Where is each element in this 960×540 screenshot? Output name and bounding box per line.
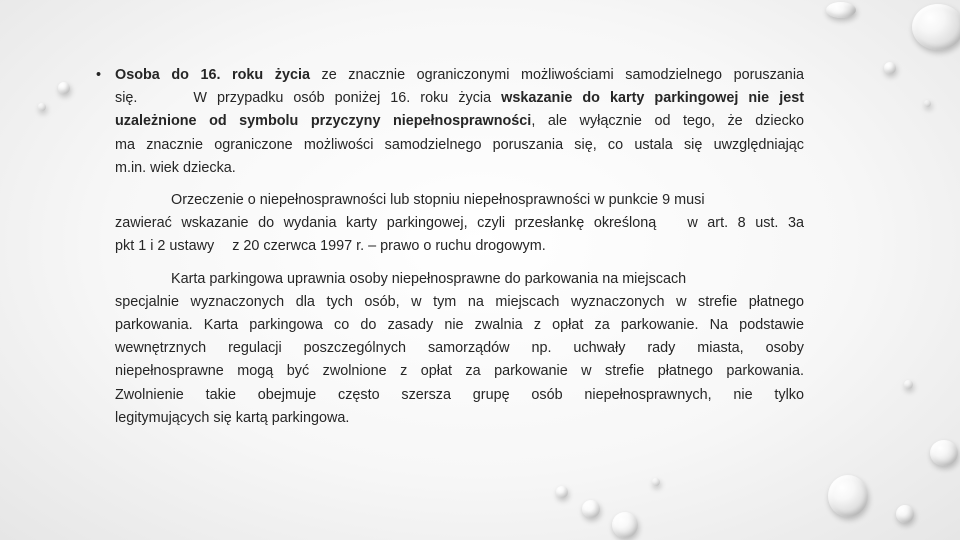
text-line bbox=[115, 189, 804, 212]
text-span: Karta parkingowa uprawnia osoby niepełnosprawne do parkowania na miejscach bbox=[171, 270, 687, 287]
paragraph bbox=[96, 189, 804, 259]
text-line bbox=[115, 64, 804, 87]
bold-text: Osoba do 16. roku życia bbox=[115, 67, 310, 83]
water-droplet-decoration bbox=[924, 100, 931, 107]
text-span: pkt 1 i 2 ustawy bbox=[115, 238, 215, 255]
water-droplet-decoration bbox=[912, 4, 960, 50]
bullet-paragraph bbox=[96, 64, 804, 180]
water-droplet-decoration bbox=[930, 440, 958, 466]
text-span: , ale wyłącznie od tego, że dziecko bbox=[531, 113, 804, 130]
bold-text: uzależnione od symbolu przyczyny niepełnosprawności bbox=[115, 113, 532, 130]
water-droplet-decoration bbox=[884, 62, 896, 74]
paragraph bbox=[96, 268, 804, 430]
text-line: parkowania. Karta parkingowa co do zasady nie zwalnia z opłat za parkowanie. Na podstawie bbox=[115, 317, 804, 334]
bullet-marker: • bbox=[96, 67, 102, 83]
text-line bbox=[115, 110, 804, 133]
text-line: m.in. wiek dziecka. bbox=[115, 159, 236, 176]
text-line bbox=[115, 235, 804, 258]
text-line bbox=[115, 212, 804, 235]
text-line: ma znacznie ograniczone możliwości samodzielnego poruszania się, co ustala się uwzględniając bbox=[115, 136, 804, 153]
text-line: niepełnosprawne mogą być zwolnione z opłat za parkowanie w strefie płatnego parkowania. bbox=[115, 363, 804, 380]
water-droplet-decoration bbox=[826, 2, 856, 18]
text-line: Zwolnienie takie obejmuje często szersza grupę osób niepełnosprawnych, nie tylko bbox=[115, 386, 804, 403]
text-span: w art. 8 ust. 3a bbox=[687, 215, 804, 232]
water-droplet-decoration bbox=[58, 82, 70, 94]
text-line bbox=[115, 87, 804, 110]
water-droplet-decoration bbox=[556, 486, 568, 498]
slide-body bbox=[96, 64, 804, 430]
water-droplet-decoration bbox=[904, 380, 913, 389]
text-line: specjalnie wyznaczonych dla tych osób, w tym na miejscach wyznaczonych w strefie płatnego bbox=[115, 293, 804, 310]
water-droplet-decoration bbox=[828, 475, 868, 517]
water-droplet-decoration bbox=[896, 505, 914, 523]
text-line: wewnętrznych regulacji poszczególnych samorządów np. uchwały rady miasta, osoby bbox=[115, 340, 804, 357]
text-span: W przypadku osób poniżej 16. roku życia bbox=[193, 90, 492, 107]
bold-text: wskazanie do karty parkingowej nie jest bbox=[501, 90, 804, 107]
water-droplet-decoration bbox=[612, 512, 638, 538]
text-span: zawierać wskazanie do wydania karty parkingowej, czyli przesłankę określoną bbox=[115, 215, 657, 232]
water-droplet-decoration bbox=[582, 500, 600, 518]
text-line: legitymujących się kartą parkingowa. bbox=[115, 409, 350, 426]
water-droplet-decoration bbox=[652, 478, 660, 486]
text-span: Orzeczenie o niepełnosprawności lub stopniu niepełnosprawności w punkcie 9 musi bbox=[171, 192, 705, 209]
text-line bbox=[115, 268, 804, 291]
water-droplet-decoration bbox=[38, 103, 46, 111]
text-span: z 20 czerwca 1997 r. – prawo o ruchu drogowym. bbox=[232, 238, 546, 255]
text-span: się. bbox=[115, 90, 138, 107]
text-span: ze znacznie ograniczonymi możliwościami samodzielnego poruszania bbox=[321, 67, 805, 83]
